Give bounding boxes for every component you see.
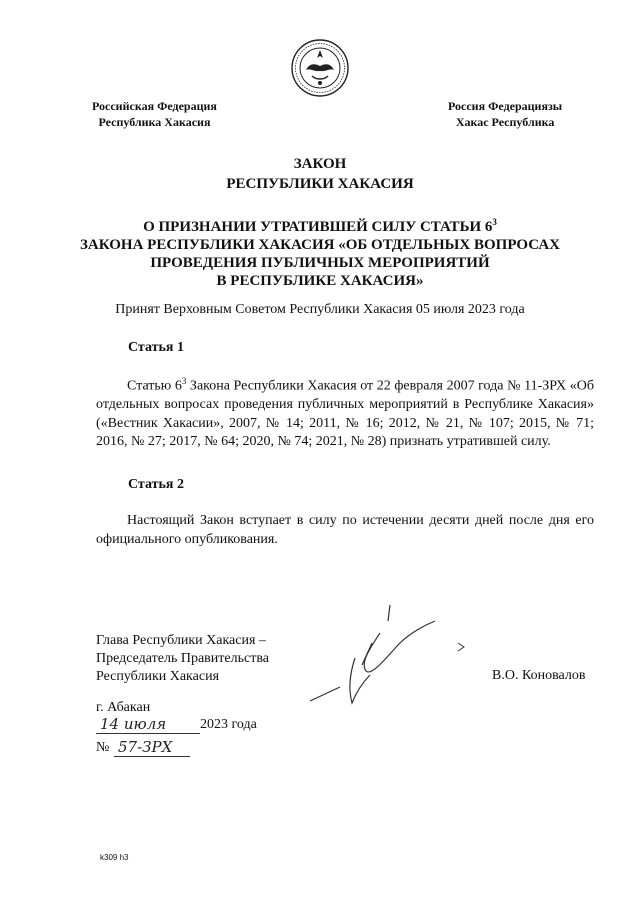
header-right — [448, 98, 562, 130]
footer-code: k309 h3 — [100, 853, 129, 862]
signatory-name: В.О. Коновалов — [492, 668, 586, 683]
signatory-title-line3: Республики Хакасия — [96, 669, 220, 684]
signing-date — [96, 717, 276, 737]
signing-date-handwritten: 14 июля — [96, 715, 200, 734]
law-title-line1: ЗАКОН — [293, 156, 347, 172]
law-title — [0, 154, 640, 194]
coat-of-arms-emblem — [290, 38, 350, 98]
law-number-handwritten: 57-ЗРХ — [114, 738, 190, 757]
law-number — [96, 738, 216, 758]
article1-text — [96, 372, 594, 452]
header-right-republic: Хакас Республика — [455, 115, 555, 129]
law-subject-line1 — [0, 213, 640, 236]
header-right-country: Россия Федерациязы — [448, 99, 563, 113]
header-left — [92, 98, 217, 130]
signatory-title — [96, 632, 269, 686]
place-of-signing: г. Абакан — [96, 700, 151, 715]
signatory-title-line2: Председатель Правительства — [96, 651, 269, 666]
article2-heading: Статья 2 — [128, 477, 184, 492]
handwritten-signature — [300, 603, 470, 713]
header-left-country: Российская Федерация — [92, 99, 217, 113]
signing-date-year: 2023 года — [200, 717, 257, 732]
law-title-line2: РЕСПУБЛИКИ ХАКАСИЯ — [226, 176, 414, 192]
law-subject-line1-text: О ПРИЗНАНИИ УТРАТИВШЕЙ СИЛУ СТАТЬИ 6 — [143, 219, 493, 235]
law-subject-line2: ЗАКОНА РЕСПУБЛИКИ ХАКАСИЯ «ОБ ОТДЕЛЬНЫХ ВОПРОСАХ — [79, 237, 560, 253]
signatory-title-line1: Глава Республики Хакасия – — [96, 633, 266, 648]
article2-text: Настоящий Закон вступает в силу по истечении десяти дней после дня его официального опубликования. — [96, 513, 594, 547]
article1-text-start: Статью 6 — [127, 378, 182, 394]
header-left-republic: Республика Хакасия — [98, 115, 211, 129]
law-subject — [0, 213, 640, 290]
article1-superscript: 3 — [181, 376, 187, 386]
law-subject-line4: В РЕСПУБЛИКЕ ХАКАСИЯ» — [216, 273, 424, 289]
adoption-statement: Принят Верховным Советом Республики Хакасия 05 июля 2023 года — [115, 302, 525, 317]
law-subject-superscript: 3 — [492, 217, 497, 227]
law-number-sign: № — [96, 740, 110, 755]
article1-heading: Статья 1 — [128, 340, 184, 355]
law-subject-line3: ПРОВЕДЕНИЯ ПУБЛИЧНЫХ МЕРОПРИЯТИЙ — [150, 255, 490, 271]
article1-text-rest: Закона Республики Хакасия от 22 февраля 2007 года № 11-ЗРХ «Об отдельных вопросах проведения публичных мероприятий в Республике Хакасия» («Вестник Хакасии», 2007, № 14; 2011, № 16; 2012, № 21, № 107; 2015, № 71; 2016, № 27; 2017, № 64; 2020, № 74; 2021, № 28) признать утратившей силу. — [96, 378, 594, 450]
